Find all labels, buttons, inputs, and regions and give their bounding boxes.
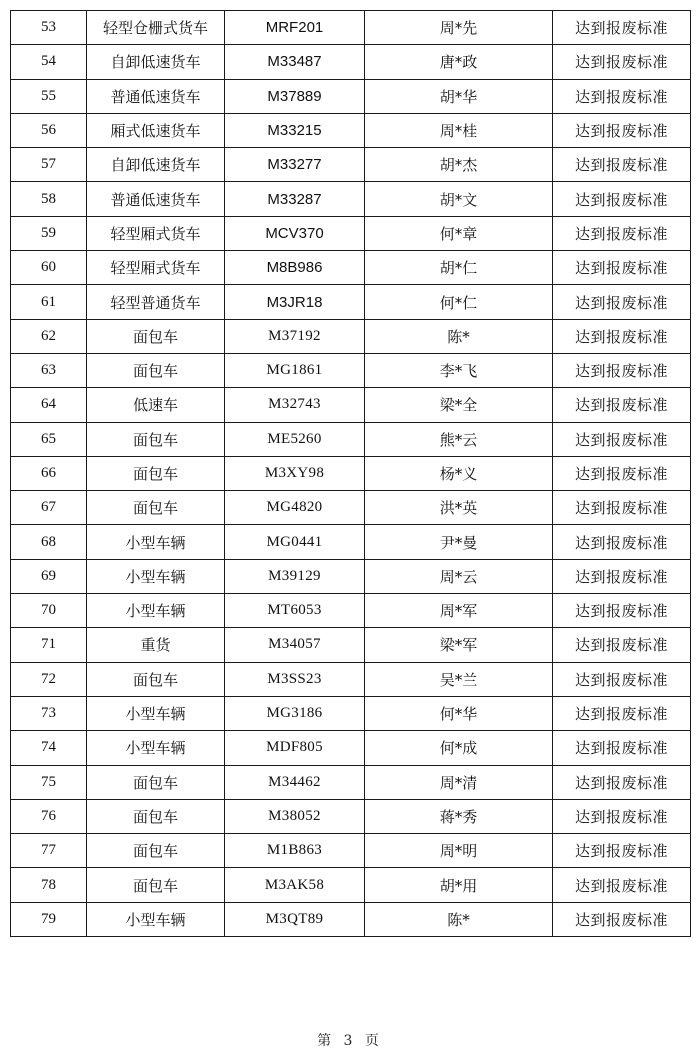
row-number-cell: 79 — [11, 902, 87, 936]
owner-name-cell: 熊*云 — [365, 422, 553, 456]
owner-name-cell: 周*清 — [365, 765, 553, 799]
table-row — [11, 868, 691, 902]
status-cell: 达到报废标准 — [553, 456, 691, 490]
status-cell: 达到报废标准 — [553, 251, 691, 285]
plate-number-cell: MG4820 — [225, 491, 365, 525]
table-row — [11, 251, 691, 285]
vehicle-type-cell: 小型车辆 — [87, 696, 225, 730]
owner-name-cell: 何*华 — [365, 696, 553, 730]
plate-number-cell: M3AK58 — [225, 868, 365, 902]
plate-number-cell: M34057 — [225, 628, 365, 662]
vehicle-type-cell: 面包车 — [87, 662, 225, 696]
owner-name-cell: 吴*兰 — [365, 662, 553, 696]
owner-name-cell: 梁*全 — [365, 388, 553, 422]
status-cell: 达到报废标准 — [553, 594, 691, 628]
vehicle-type-cell: 自卸低速货车 — [87, 45, 225, 79]
vehicle-type-cell: 小型车辆 — [87, 731, 225, 765]
plate-number-cell: M1B863 — [225, 834, 365, 868]
status-cell: 达到报废标准 — [553, 148, 691, 182]
row-number-cell: 59 — [11, 216, 87, 250]
row-number-cell: 72 — [11, 662, 87, 696]
vehicle-type-cell: 面包车 — [87, 456, 225, 490]
owner-name-cell: 何*仁 — [365, 285, 553, 319]
vehicle-type-cell: 面包车 — [87, 868, 225, 902]
owner-name-cell: 尹*曼 — [365, 525, 553, 559]
status-cell: 达到报废标准 — [553, 491, 691, 525]
plate-number-cell: M3XY98 — [225, 456, 365, 490]
row-number-cell: 62 — [11, 319, 87, 353]
table-row — [11, 422, 691, 456]
row-number-cell: 60 — [11, 251, 87, 285]
table-row — [11, 799, 691, 833]
status-cell: 达到报废标准 — [553, 353, 691, 387]
table-row — [11, 388, 691, 422]
row-number-cell: 71 — [11, 628, 87, 662]
row-number-cell: 63 — [11, 353, 87, 387]
owner-name-cell: 何*章 — [365, 216, 553, 250]
table-row — [11, 353, 691, 387]
table-row — [11, 182, 691, 216]
status-cell: 达到报废标准 — [553, 422, 691, 456]
vehicle-type-cell: 小型车辆 — [87, 559, 225, 593]
vehicle-type-cell: 轻型厢式货车 — [87, 251, 225, 285]
table-row — [11, 731, 691, 765]
owner-name-cell: 李*飞 — [365, 353, 553, 387]
row-number-cell: 70 — [11, 594, 87, 628]
table-row — [11, 765, 691, 799]
status-cell: 达到报废标准 — [553, 45, 691, 79]
table-row — [11, 594, 691, 628]
plate-number-cell: M33215 — [225, 113, 365, 147]
vehicle-type-cell: 轻型厢式货车 — [87, 216, 225, 250]
plate-number-cell: ME5260 — [225, 422, 365, 456]
vehicle-type-cell: 面包车 — [87, 353, 225, 387]
status-cell: 达到报废标准 — [553, 902, 691, 936]
vehicle-type-cell: 普通低速货车 — [87, 79, 225, 113]
vehicle-type-cell: 小型车辆 — [87, 902, 225, 936]
row-number-cell: 76 — [11, 799, 87, 833]
status-cell: 达到报废标准 — [553, 525, 691, 559]
owner-name-cell: 蒋*秀 — [365, 799, 553, 833]
table-row — [11, 148, 691, 182]
owner-name-cell: 胡*文 — [365, 182, 553, 216]
table-row — [11, 319, 691, 353]
row-number-cell: 73 — [11, 696, 87, 730]
owner-name-cell: 杨*义 — [365, 456, 553, 490]
plate-number-cell: MG3186 — [225, 696, 365, 730]
table-row — [11, 902, 691, 936]
vehicle-type-cell: 重货 — [87, 628, 225, 662]
status-cell: 达到报废标准 — [553, 799, 691, 833]
row-number-cell: 77 — [11, 834, 87, 868]
row-number-cell: 67 — [11, 491, 87, 525]
table-row — [11, 525, 691, 559]
status-cell: 达到报废标准 — [553, 765, 691, 799]
row-number-cell: 69 — [11, 559, 87, 593]
plate-number-cell: M37889 — [225, 79, 365, 113]
vehicle-scrap-table — [10, 10, 691, 937]
table-row — [11, 559, 691, 593]
table-row — [11, 216, 691, 250]
status-cell: 达到报废标准 — [553, 696, 691, 730]
owner-name-cell: 陈* — [365, 902, 553, 936]
table-row — [11, 456, 691, 490]
vehicle-type-cell: 轻型仓栅式货车 — [87, 11, 225, 45]
row-number-cell: 65 — [11, 422, 87, 456]
owner-name-cell: 洪*英 — [365, 491, 553, 525]
status-cell: 达到报废标准 — [553, 11, 691, 45]
vehicle-type-cell: 面包车 — [87, 422, 225, 456]
plate-number-cell: MCV370 — [225, 216, 365, 250]
plate-number-cell: MG1861 — [225, 353, 365, 387]
status-cell: 达到报废标准 — [553, 559, 691, 593]
vehicle-type-cell: 小型车辆 — [87, 594, 225, 628]
plate-number-cell: MT6053 — [225, 594, 365, 628]
status-cell: 达到报废标准 — [553, 628, 691, 662]
row-number-cell: 68 — [11, 525, 87, 559]
row-number-cell: 61 — [11, 285, 87, 319]
vehicle-type-cell: 面包车 — [87, 319, 225, 353]
plate-number-cell: M37192 — [225, 319, 365, 353]
table-row — [11, 491, 691, 525]
row-number-cell: 66 — [11, 456, 87, 490]
plate-number-cell: M33277 — [225, 148, 365, 182]
owner-name-cell: 陈* — [365, 319, 553, 353]
owner-name-cell: 周*明 — [365, 834, 553, 868]
row-number-cell: 58 — [11, 182, 87, 216]
status-cell: 达到报废标准 — [553, 319, 691, 353]
table-row — [11, 662, 691, 696]
row-number-cell: 55 — [11, 79, 87, 113]
plate-number-cell: M38052 — [225, 799, 365, 833]
page-number: 第 3 页 — [317, 1033, 383, 1049]
row-number-cell: 74 — [11, 731, 87, 765]
table-row — [11, 628, 691, 662]
vehicle-type-cell: 面包车 — [87, 765, 225, 799]
row-number-cell: 64 — [11, 388, 87, 422]
owner-name-cell: 胡*杰 — [365, 148, 553, 182]
plate-number-cell: M39129 — [225, 559, 365, 593]
table-row — [11, 11, 691, 45]
status-cell: 达到报废标准 — [553, 285, 691, 319]
vehicle-type-cell: 自卸低速货车 — [87, 148, 225, 182]
row-number-cell: 57 — [11, 148, 87, 182]
table-row — [11, 834, 691, 868]
owner-name-cell: 周*云 — [365, 559, 553, 593]
vehicle-type-cell: 轻型普通货车 — [87, 285, 225, 319]
vehicle-type-cell: 面包车 — [87, 491, 225, 525]
table-row — [11, 696, 691, 730]
vehicle-type-cell: 低速车 — [87, 388, 225, 422]
status-cell: 达到报废标准 — [553, 731, 691, 765]
plate-number-cell: MRF201 — [225, 11, 365, 45]
plate-number-cell: M33287 — [225, 182, 365, 216]
owner-name-cell: 唐*政 — [365, 45, 553, 79]
plate-number-cell: M3JR18 — [225, 285, 365, 319]
owner-name-cell: 周*桂 — [365, 113, 553, 147]
table-body — [11, 11, 691, 937]
row-number-cell: 78 — [11, 868, 87, 902]
owner-name-cell: 何*成 — [365, 731, 553, 765]
vehicle-type-cell: 厢式低速货车 — [87, 113, 225, 147]
plate-number-cell: M3QT89 — [225, 902, 365, 936]
status-cell: 达到报废标准 — [553, 182, 691, 216]
status-cell: 达到报废标准 — [553, 662, 691, 696]
plate-number-cell: M32743 — [225, 388, 365, 422]
plate-number-cell: M33487 — [225, 45, 365, 79]
owner-name-cell: 胡*仁 — [365, 251, 553, 285]
table-row — [11, 285, 691, 319]
vehicle-type-cell: 普通低速货车 — [87, 182, 225, 216]
owner-name-cell: 周*军 — [365, 594, 553, 628]
row-number-cell: 53 — [11, 11, 87, 45]
table-row — [11, 113, 691, 147]
plate-number-cell: M34462 — [225, 765, 365, 799]
row-number-cell: 56 — [11, 113, 87, 147]
plate-number-cell: M3SS23 — [225, 662, 365, 696]
status-cell: 达到报废标准 — [553, 79, 691, 113]
owner-name-cell: 梁*军 — [365, 628, 553, 662]
vehicle-type-cell: 面包车 — [87, 799, 225, 833]
table-row — [11, 45, 691, 79]
status-cell: 达到报废标准 — [553, 868, 691, 902]
row-number-cell: 54 — [11, 45, 87, 79]
status-cell: 达到报废标准 — [553, 388, 691, 422]
plate-number-cell: MDF805 — [225, 731, 365, 765]
plate-number-cell: M8B986 — [225, 251, 365, 285]
row-number-cell: 75 — [11, 765, 87, 799]
vehicle-type-cell: 面包车 — [87, 834, 225, 868]
vehicle-type-cell: 小型车辆 — [87, 525, 225, 559]
status-cell: 达到报废标准 — [553, 834, 691, 868]
status-cell: 达到报废标准 — [553, 216, 691, 250]
owner-name-cell: 胡*华 — [365, 79, 553, 113]
plate-number-cell: MG0441 — [225, 525, 365, 559]
status-cell: 达到报废标准 — [553, 113, 691, 147]
table-row — [11, 79, 691, 113]
owner-name-cell: 胡*用 — [365, 868, 553, 902]
owner-name-cell: 周*先 — [365, 11, 553, 45]
